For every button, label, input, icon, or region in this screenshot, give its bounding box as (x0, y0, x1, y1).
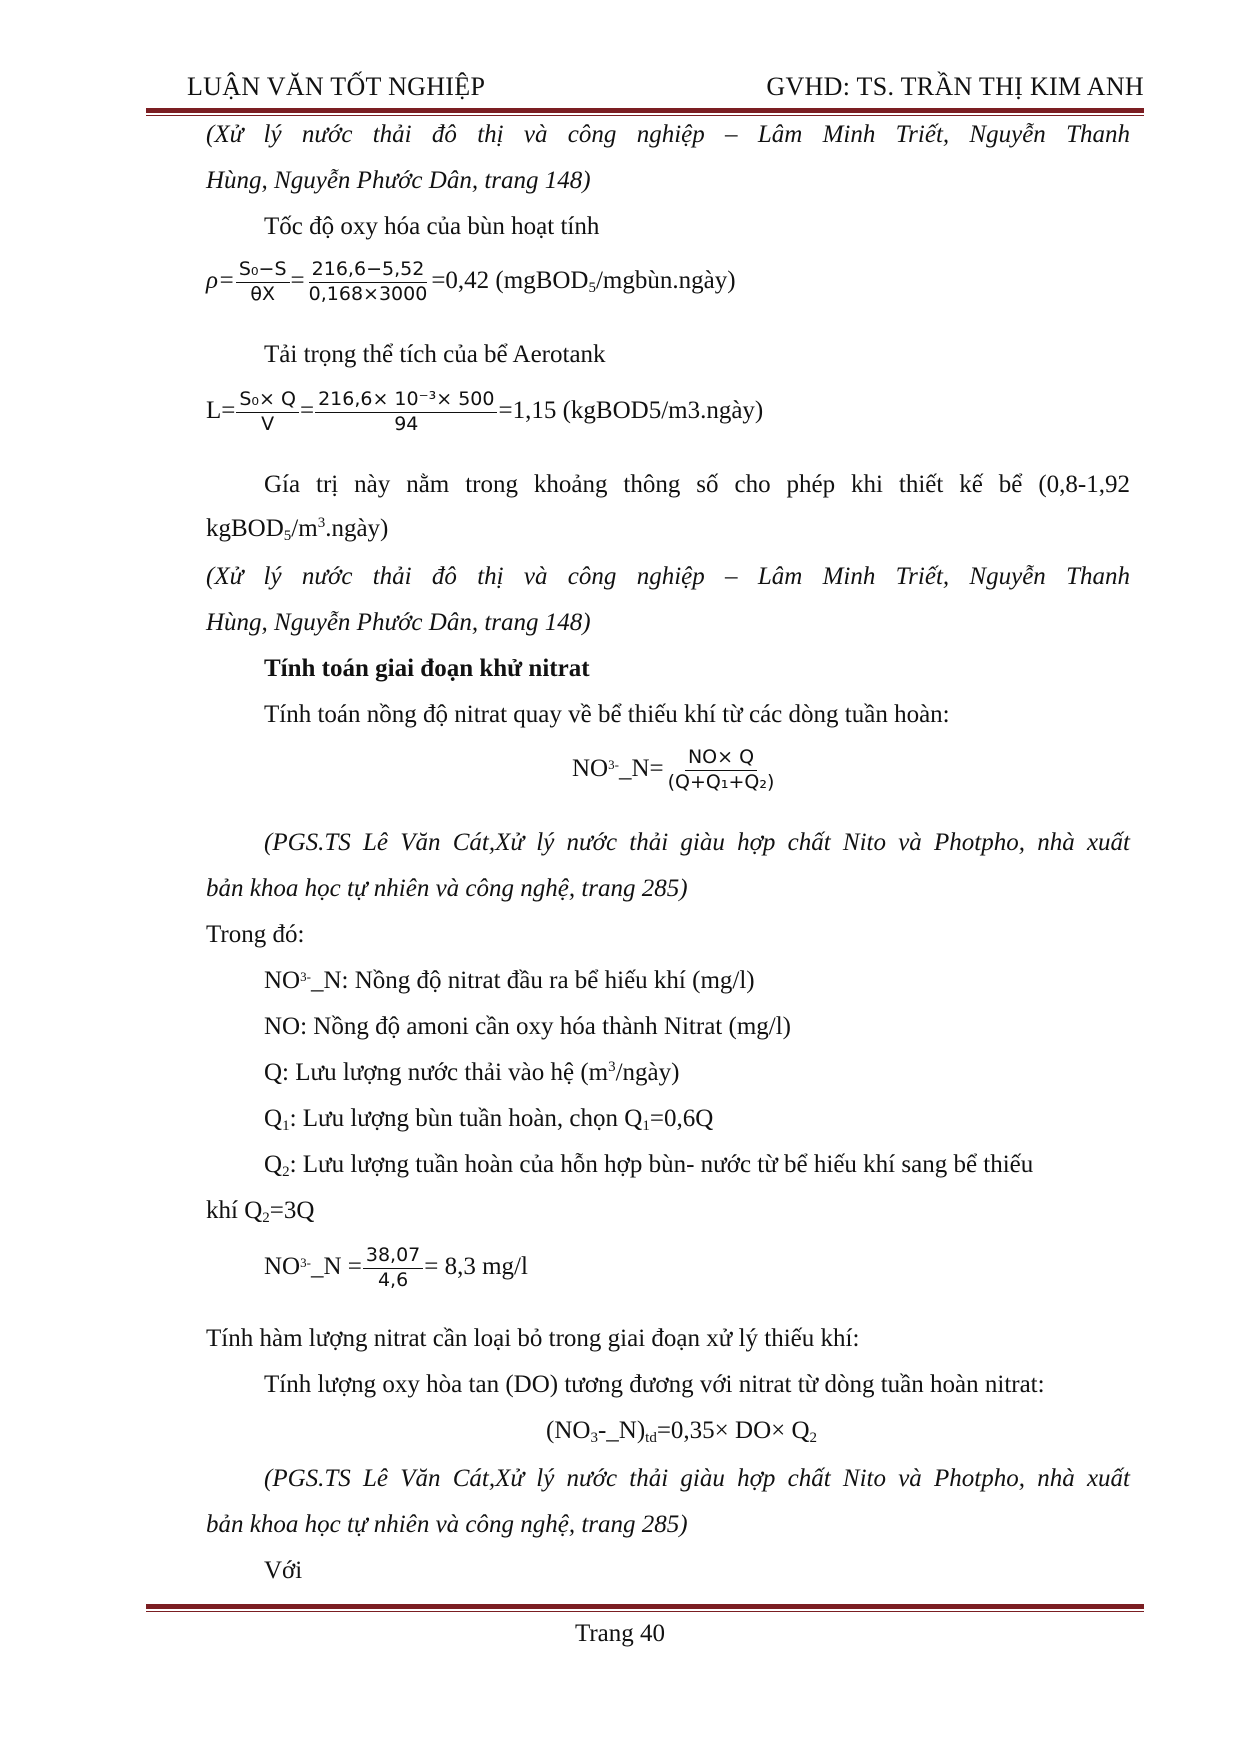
equation-no3-value (264, 1244, 528, 1293)
unit-part: kgBOD (206, 515, 284, 542)
volume-load-title: Tải trọng thể tích của bể Aerotank (264, 341, 606, 368)
td-text: =0,35× DO× Q (656, 1417, 810, 1444)
def-text: =3Q (269, 1197, 315, 1224)
subscript: 3- (300, 969, 311, 984)
fraction-numerator: 216,6−5,52 (309, 258, 428, 283)
subscript: 5 (588, 279, 596, 296)
subscript: 3- (608, 756, 619, 772)
equation-rho: ρ= $\frac{\text{S₀−S}}{\theta X}$ = $\frac{216,6-5,52}{0,168\times 3000}$ =0,42 (mgBOD$_5$/mgbùn.ngày) (206, 258, 736, 305)
page-number: Trang 40 (574, 1620, 666, 1647)
L-lhs: L= (206, 396, 236, 424)
with-label: Với (264, 1557, 303, 1584)
reference-line-1b: Hùng, Nguyễn Phước Dân, trang 148) (206, 167, 591, 194)
fraction-numerator: 216,6× 10⁻³× 500 (315, 388, 497, 413)
subscript: 1 (282, 1118, 290, 1134)
superscript: 3 (317, 515, 326, 531)
def-text: Q (264, 1151, 283, 1178)
rho-result: =0,42 (mgBOD (431, 266, 589, 294)
subscript: td (645, 1430, 657, 1446)
header-supervisor: GVHD: TS. TRẦN THỊ KIM ANH (766, 72, 1144, 101)
definition-q1 (264, 1106, 713, 1134)
equation-no3 (572, 746, 778, 795)
equation-L: L= $\frac{\text{S₀× Q}}{V}$ = $\frac{\text{216,6× 10⁻³× 500}}{94}$ =1,15 (kgBOD5/m3.ngày) (206, 388, 764, 435)
fraction-rho-symbolic (236, 258, 290, 307)
subscript: 1 (642, 1118, 650, 1134)
subscript: 2 (262, 1210, 270, 1226)
section-heading: Tính toán giai đoạn khử nitrat (264, 655, 590, 682)
where-label: Trong đó: (206, 921, 305, 948)
reference-line-4a: (PGS.TS Lê Văn Cát,Xử lý nước thải giàu hợp chất Nito và Photpho, nhà xuất (264, 1465, 1130, 1492)
unit-part: .ngày) (325, 515, 389, 542)
reference-line-1a: (Xử lý nước thải đô thị và công nghiệp – Lâm Minh Triết, Nguyễn Thanh (206, 121, 1130, 148)
def-text: Q (264, 1105, 283, 1132)
subscript: 5 (283, 528, 292, 544)
fraction-denominator: 94 (394, 412, 419, 435)
subscript: 2 (282, 1164, 290, 1180)
range-text-line-b (206, 516, 388, 544)
range-text-line-a: Gía trị này nằm trong khoảng thông số cho phép khi thiết kế bể (0,8-1,92 (264, 471, 1130, 498)
header-thesis-title: LUẬN VĂN TỐT NGHIỆP (187, 72, 486, 101)
def-text: =0,6Q (649, 1105, 714, 1132)
oxidation-rate-title: Tốc độ oxy hóa của bùn hoạt tính (264, 213, 600, 240)
no3-lhs: _N= (618, 754, 664, 782)
fraction-rho-numeric (306, 258, 431, 307)
definition-q2-line-b (206, 1198, 314, 1226)
rho-unit: /mgbùn.ngày) (595, 266, 736, 294)
fraction-numerator: S₀× Q (236, 388, 299, 413)
unit-part: /m (291, 515, 318, 542)
fraction-denominator: 0,168×3000 (308, 282, 428, 305)
fraction-numerator: NO× Q (685, 746, 757, 771)
td-text: (NO (546, 1417, 591, 1444)
superscript: 3 (608, 1059, 616, 1075)
definition-no3 (264, 968, 755, 993)
L-result: =1,15 (kgBOD5/m3.ngày) (498, 396, 764, 424)
fraction-L-symbolic (236, 388, 299, 437)
no3-lhs: _N = (310, 1252, 362, 1280)
fraction-no3-value (363, 1244, 423, 1293)
fraction-denominator: 4,6 (377, 1268, 409, 1291)
fraction-numerator: S₀−S (236, 258, 290, 283)
reference-line-3b: bản khoa học tự nhiên và công nghệ, trang 285) (206, 875, 688, 902)
subscript: 3 (590, 1430, 598, 1446)
no3-result: = 8,3 mg/l (424, 1252, 528, 1280)
reference-line-4b: bản khoa học tự nhiên và công nghệ, trang 285) (206, 1511, 688, 1538)
fraction-denominator: θX (250, 282, 276, 305)
def-text: /ngày) (615, 1059, 680, 1086)
definition-q (264, 1060, 679, 1085)
do-intro: Tính lượng oxy hòa tan (DO) tương đương với nitrat từ dòng tuần hoàn nitrat: (264, 1371, 1045, 1398)
fraction-denominator: V (261, 412, 275, 435)
fraction-denominator: (Q+Q₁+Q₂) (667, 770, 775, 793)
equation-td (546, 1418, 817, 1446)
fraction-numerator: 38,07 (363, 1244, 423, 1269)
td-text: -_N) (597, 1417, 646, 1444)
fraction-L-numeric (315, 388, 497, 437)
definition-q2-line-a (264, 1152, 1033, 1180)
subscript: 2 (809, 1430, 818, 1446)
no3-lhs: NO (264, 1252, 301, 1280)
reference-line-3a: (PGS.TS Lê Văn Cát,Xử lý nước thải giàu hợp chất Nito và Photpho, nhà xuất (264, 829, 1130, 856)
def-text: : Lưu lượng tuần hoàn của hỗn hợp bùn- nước từ bể hiếu khí sang bể thiếu (289, 1151, 1034, 1178)
def-text: : Lưu lượng bùn tuần hoàn, chọn Q (289, 1105, 643, 1132)
header-rule (146, 108, 1144, 116)
reference-line-2a: (Xử lý nước thải đô thị và công nghiệp – Lâm Minh Triết, Nguyễn Thanh (206, 563, 1130, 590)
fraction-no3 (665, 746, 778, 795)
anoxic-intro: Tính hàm lượng nitrat cần loại bỏ trong giai đoạn xử lý thiếu khí: (206, 1325, 860, 1352)
no3-lhs: NO (572, 754, 609, 782)
subscript: 3- (300, 1254, 311, 1270)
def-text: Q: Lưu lượng nước thải vào hệ (m (264, 1059, 609, 1086)
def-text: _N: Nồng độ nitrat đầu ra bể hiếu khí (mg/l) (310, 967, 755, 994)
rho-lhs: ρ= (206, 266, 235, 294)
footer-rule (146, 1604, 1144, 1612)
nitrate-intro: Tính toán nồng độ nitrat quay về bể thiếu khí từ các dòng tuần hoàn: (264, 701, 950, 728)
def-text: khí Q (206, 1197, 263, 1224)
def-text: NO (264, 967, 301, 994)
reference-line-2b: Hùng, Nguyễn Phước Dân, trang 148) (206, 609, 591, 636)
definition-no: NO: Nồng độ amoni cần oxy hóa thành Nitrat (mg/l) (264, 1013, 791, 1040)
